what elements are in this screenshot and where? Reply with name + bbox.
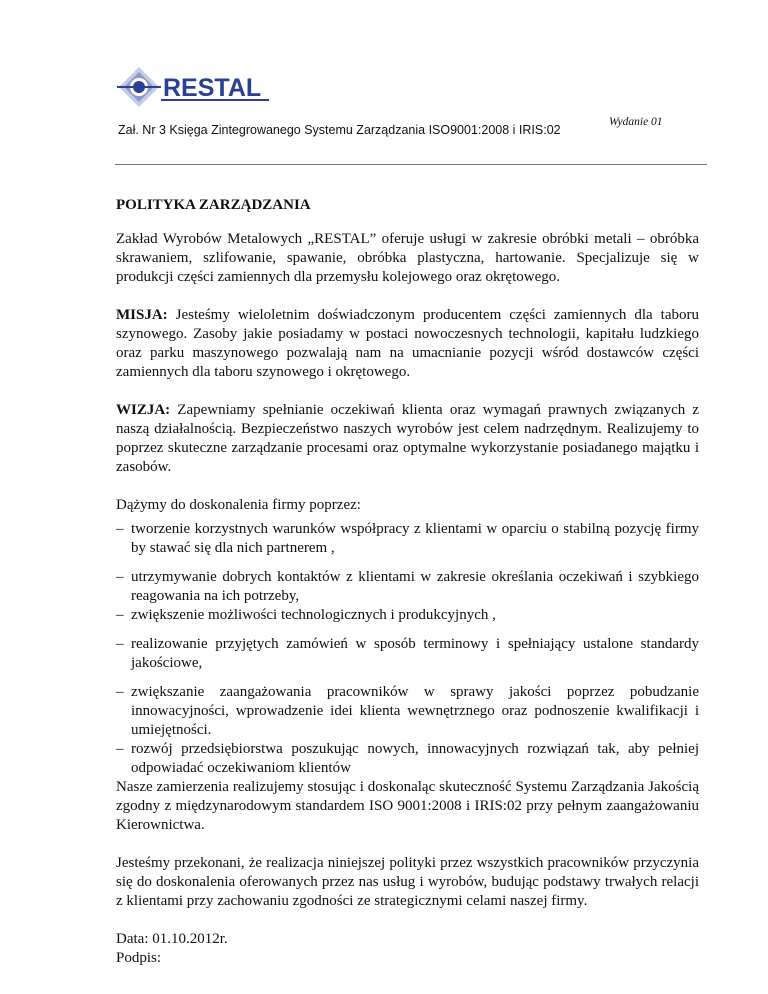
list-item: – rozwój przedsiębiorstwa poszukując nowych, innowacyjnych rozwiązań tak, aby pełniej odpowiadać oczekiwaniom klientów xyxy=(116,740,699,778)
policy-body xyxy=(116,196,699,968)
vision-text: Zapewniamy spełnianie oczekiwań klienta oraz wymagań prawnych związanych z naszą działalnością. Bezpieczeństwo naszych wyrobów jest celem nadrzędnym. Realizujemy to poprzez skuteczne zarządzanie procesami oraz optymalne wykorzystanie posiadanego majątku i zasobów. xyxy=(116,402,699,475)
goals-intro: Dążymy do doskonalenia firmy poprzez: xyxy=(116,497,361,513)
vision-label: WIZJA: xyxy=(116,402,171,418)
goals-list xyxy=(116,520,699,778)
list-item: – utrzymywanie dobrych kontaktów z klientami w zakresie określania oczekiwań i szybkiego reagowania na ich potrzeby, xyxy=(116,568,699,606)
edition-label: Wydanie 01 xyxy=(609,116,663,128)
header-divider xyxy=(115,164,707,165)
list-item: – zwiększenie możliwości technologicznych i produkcyjnych , xyxy=(116,606,699,625)
mission-label: MISJA: xyxy=(116,307,168,323)
document-reference: Zał. Nr 3 Księga Zintegrowanego Systemu Zarządzania ISO9001:2008 i IRIS:02 xyxy=(118,123,561,137)
logo-wordmark: RESTAL xyxy=(163,74,262,102)
list-item: – tworzenie korzystnych warunków współpracy z klientami w oparciu o stabilną pozycję firmy by stawać się dla nich partnerem , xyxy=(116,520,699,558)
mission-text: Jesteśmy wieloletnim doświadczonym producentem części zamiennych dla taboru szynowego. Zasoby jakie posiadamy w postaci nowoczesnych technologii, kapitału ludzkiego oraz parku maszynowego pozwalają nam na umacnianie pozycji wśród dostawców części zamiennych dla taboru szynowego i okrętowego. xyxy=(116,307,699,380)
commitment-paragraph: Nasze zamierzenia realizujemy stosując i doskonaląc skuteczność Systemu Zarządzania Jakością zgodny z międzynarodowym standardem ISO 9001:2008 i IRIS:02 przy pełnym zaangażowaniu Kierownictwa. xyxy=(116,779,699,833)
signature-line: Podpis: xyxy=(116,950,162,966)
list-item: – zwiększanie zaangażowania pracowników w sprawy jakości poprzez pobudzanie innowacyjności, wprowadzenie idei klienta wewnętrznego oraz podnoszenie kwalifikacji i umiejętności. xyxy=(116,683,699,740)
intro-paragraph: Zakład Wyrobów Metalowych „RESTAL” oferuje usługi w zakresie obróbki metali – obróbka skrawaniem, szlifowanie, spawanie, obróbka plastyczna, hartowanie. Specjalizuje się w produkcji części zamiennych dla przemysłu kolejowego oraz okrętowego. xyxy=(116,231,699,285)
list-item: – realizowanie przyjętych zamówień w sposób terminowy i spełniający ustalone standardy jakościowe, xyxy=(116,635,699,673)
conviction-paragraph: Jesteśmy przekonani, że realizacja niniejszej polityki przez wszystkich pracowników przyczynia się do doskonalenia oferowanych przez nas usług i wyrobów, budując podstawy trwałych relacji z klientami przy zachowaniu zgodności ze strategicznymi celami naszej firmy. xyxy=(116,855,699,909)
company-logo xyxy=(117,66,272,108)
date-line: Data: 01.10.2012r. xyxy=(116,931,228,947)
page-title: POLITYKA ZARZĄDZANIA xyxy=(116,197,311,213)
vision-paragraph xyxy=(116,401,699,477)
mission-paragraph xyxy=(116,306,699,382)
